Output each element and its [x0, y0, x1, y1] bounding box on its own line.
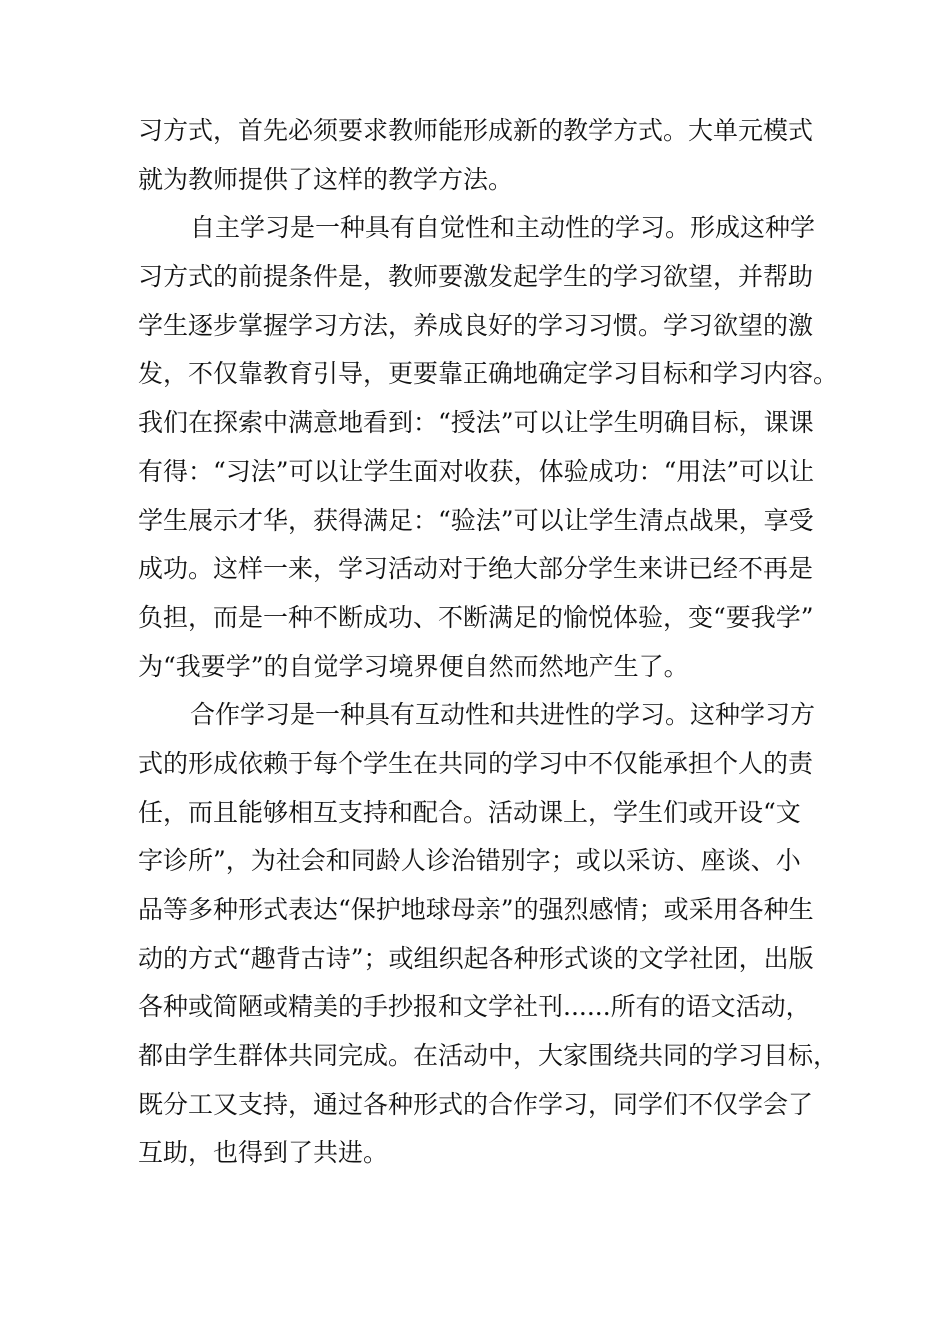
text-line: 学生展示才华，获得满足：“验法”可以让学生清点战果，享受 — [138, 505, 814, 535]
text-line: 为“我要学”的自觉学习境界便自然而然地产生了。 — [138, 651, 689, 681]
paragraph-start-line: 合作学习是一种具有互动性和共进性的学习。这种学习方 — [190, 700, 816, 730]
text-line: 任，而且能够相互支持和配合。活动课上，学生们或开设“文 — [138, 797, 801, 827]
text-line: 互助，也得到了共进。 — [138, 1138, 389, 1168]
text-line: 动的方式“趣背古诗”；或组织起各种形式谈的文学社团，出版 — [138, 943, 814, 973]
text-line: 我们在探索中满意地看到：“授法”可以让学生明确目标，课课 — [138, 408, 814, 438]
text-line: 式的形成依赖于每个学生在共同的学习中不仅能承担个人的责 — [138, 748, 814, 778]
text-line: 品等多种形式表达“保护地球母亲”的强烈感情；或采用各种生 — [138, 895, 814, 924]
body-text — [138, 107, 838, 1178]
text-line: 习方式的前提条件是，教师要激发起学生的学习欲望，并帮助 — [138, 262, 814, 292]
text-line: 各种或简陋或精美的手抄报和文学社刊......所有的语文活动， — [138, 992, 811, 1022]
paragraph-start-line: 自主学习是一种具有自觉性和主动性的学习。形成这种学 — [190, 213, 816, 243]
text-line: 学生逐步掌握学习方法，养成良好的学习习惯。学习欲望的激 — [138, 310, 814, 340]
text-line: 成功。这样一来，学习活动对于绝大部分学生来讲已经不再是 — [138, 554, 814, 584]
text-line: 负担，而是一种不断成功、不断满足的愉悦体验，变“要我学” — [138, 602, 814, 632]
text-line: 有得：“习法”可以让学生面对收获，体验成功：“用法”可以让 — [138, 456, 815, 486]
text-line: 发，不仅靠教育引导，更要靠正确地确定学习目标和学习内容。 — [138, 359, 838, 389]
text-line: 既分工又支持，通过各种形式的合作学习，同学们不仅学会了 — [138, 1089, 814, 1119]
text-line: 都由学生群体共同完成。在活动中，大家围绕共同的学习目标， — [138, 1041, 838, 1071]
text-line: 字诊所”，为社会和同龄人诊治错别字；或以采访、座谈、小 — [138, 846, 801, 876]
text-line: 习方式，首先必须要求教师能形成新的教学方式。大单元模式 — [138, 116, 814, 145]
text-line: 就为教师提供了这样的教学方法。 — [138, 164, 514, 194]
